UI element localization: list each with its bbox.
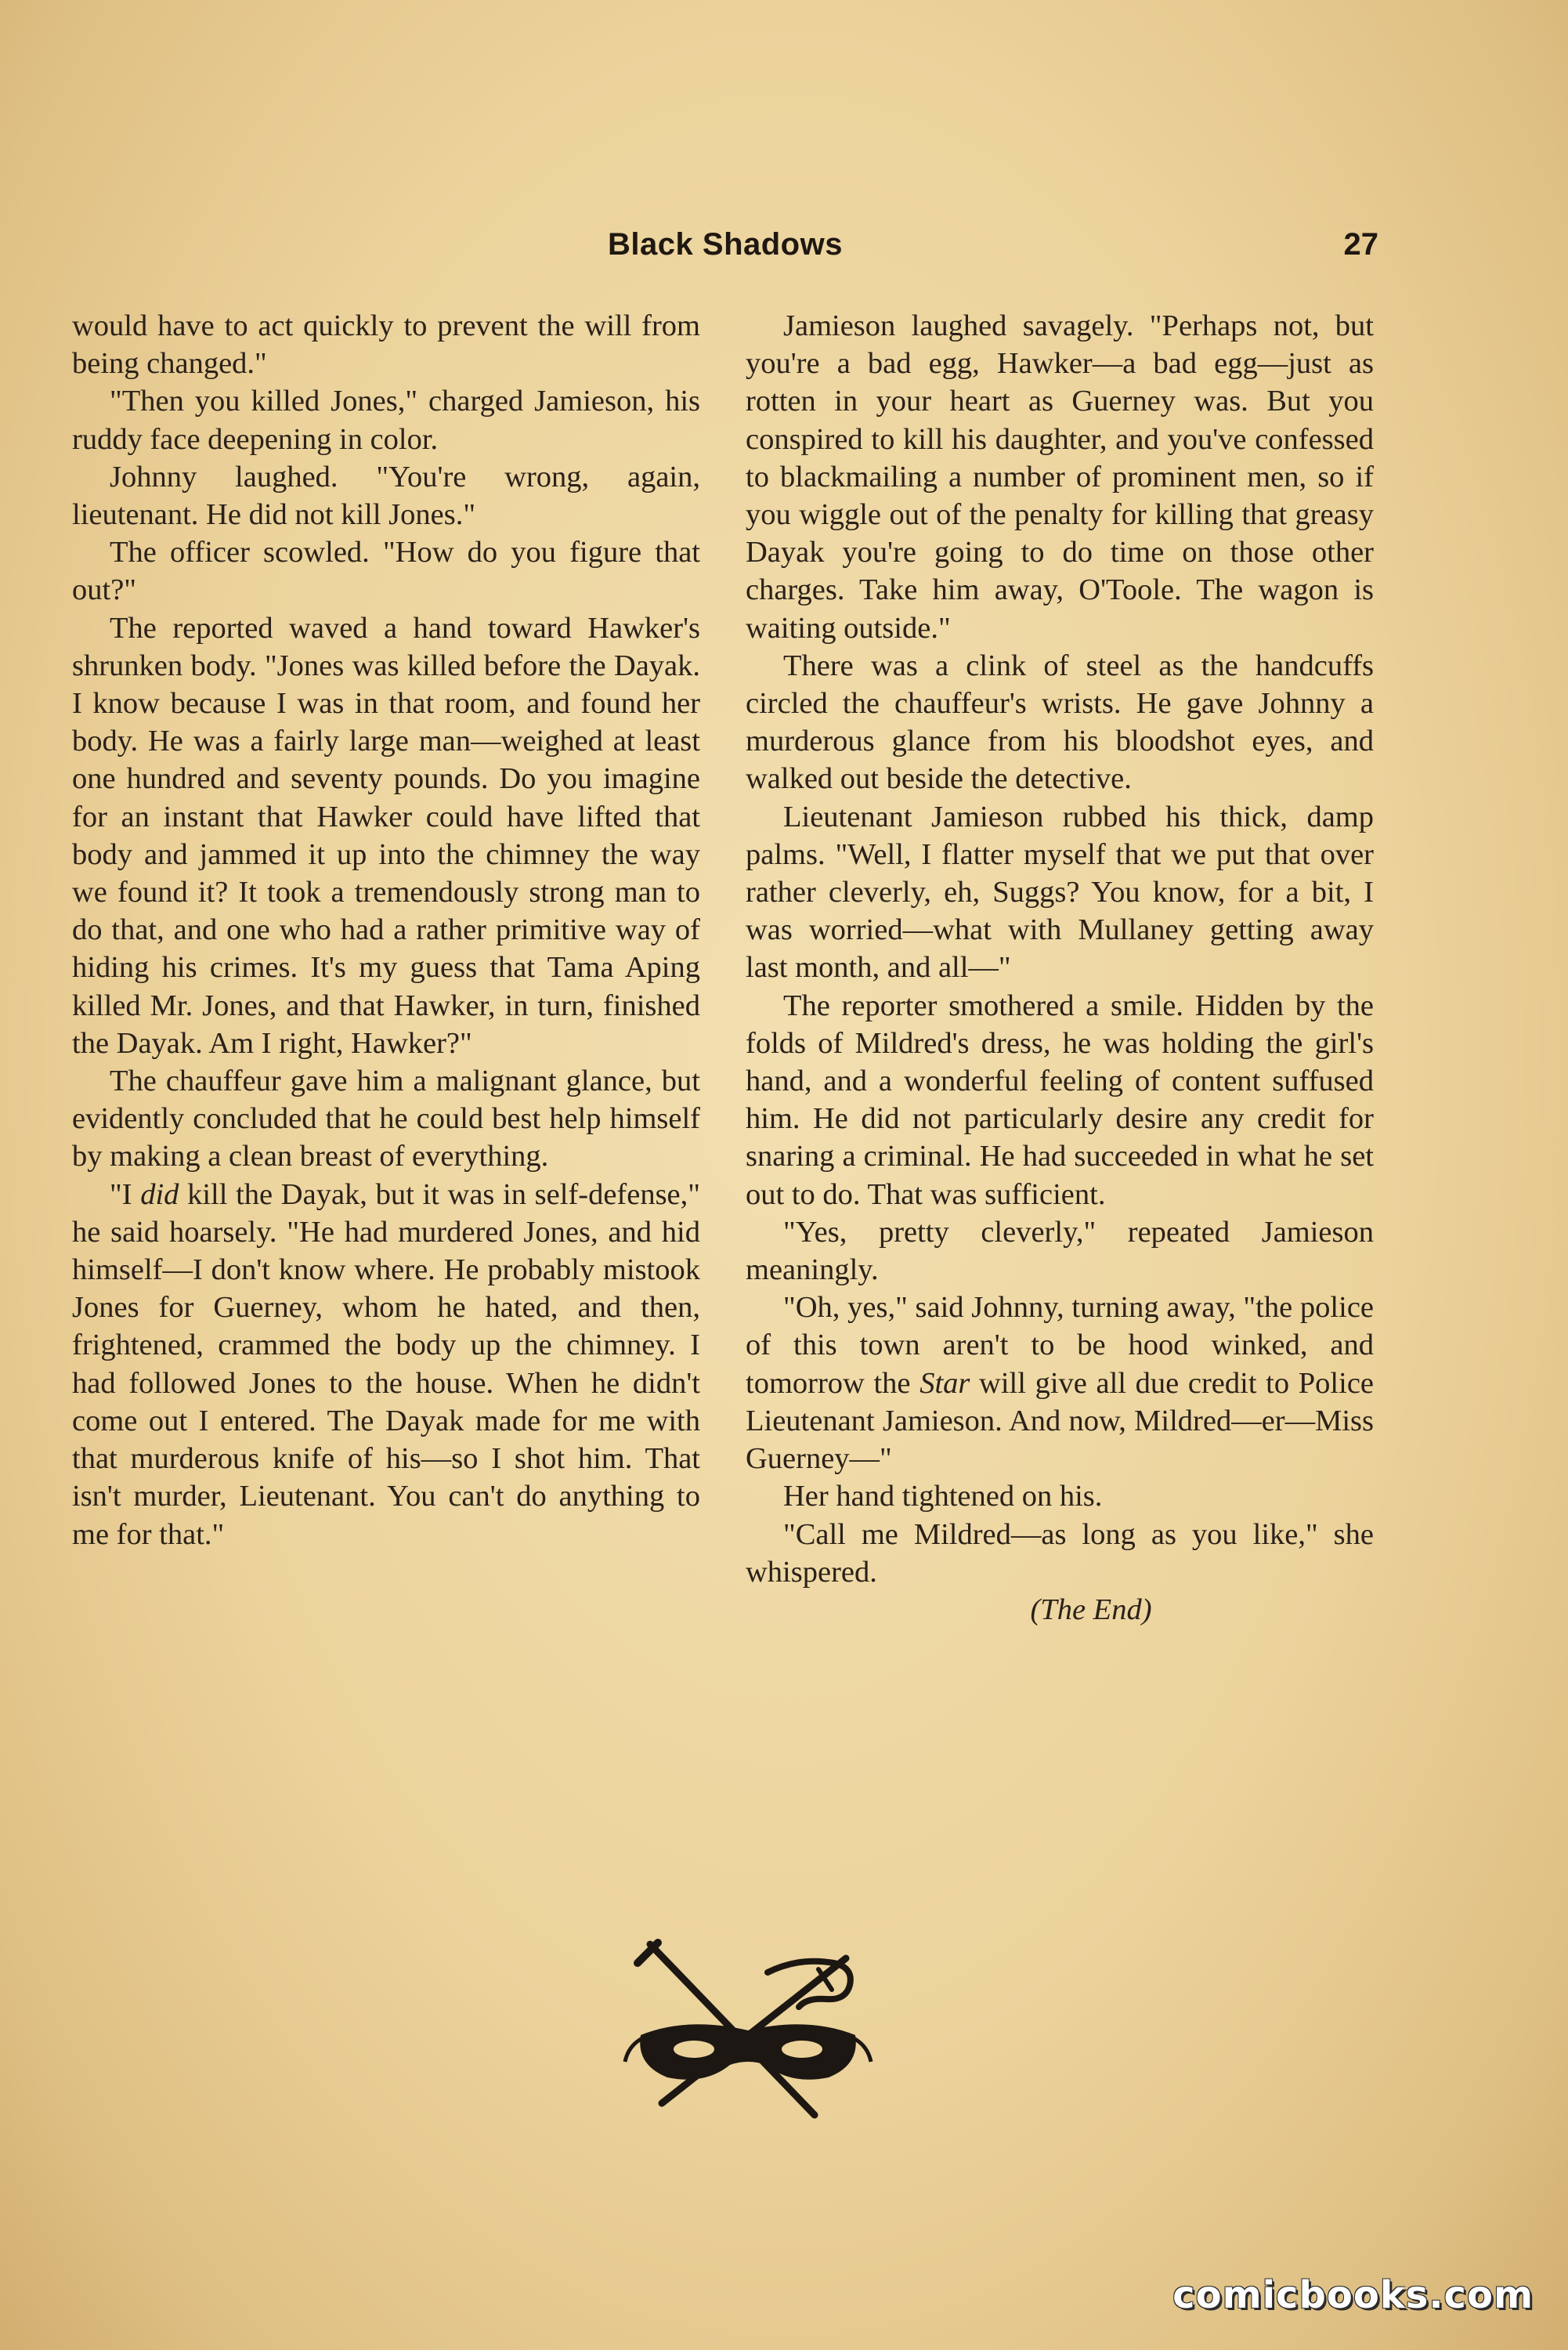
- right-column: [746, 307, 1374, 1629]
- paragraph: The reporter smothered a smile. Hidden by the folds of Mildred's dress, he was holding the girl's hand, and a wonderful feeling of content suffused him. He did not particularly desire any credit for snaring a criminal. He had succeeded in what he set out to do. That was sufficient.: [746, 989, 1374, 1211]
- paragraph: would have to act quickly to prevent the will from being changed.": [72, 309, 700, 381]
- paragraph: Johnny laughed. "You're wrong, again, lieutenant. He did not kill Jones.": [72, 460, 700, 532]
- running-title: Black Shadows: [608, 227, 843, 262]
- paragraph: The officer scowled. "How do you figure that out?": [72, 536, 700, 607]
- paragraph: There was a clink of steel as the handcuffs circled the chauffeur's wrists. He gave Johnny a murderous glance from his bloodshot eyes, and walked out beside the detective.: [746, 649, 1374, 796]
- emphasis-text: did: [140, 1177, 179, 1211]
- paragraph: "Then you killed Jones," charged Jamieson, his ruddy face deepening in color.: [72, 385, 700, 456]
- mask-dagger-pistol-emblem-icon: [619, 1935, 877, 2138]
- paragraph: Jamieson laughed savagely. "Perhaps not, but you're a bad egg, Hawker—a bad egg—just as rotten in your heart as Guerney was. But you conspired to kill his daughter, and you've confessed to blackmailing a number of prominent men, so if you wiggle out of the penalty for killing that greasy Dayak you're going to do time on those other charges. Take him away, O'Toole. The wagon is waiting outside.": [746, 309, 1374, 645]
- paren-open: (: [1030, 1593, 1041, 1626]
- paragraph: "Yes, pretty cleverly," repeated Jamieson meaningly.: [746, 1215, 1374, 1287]
- left-column: [72, 307, 700, 1553]
- paragraph-text: "Oh, yes," said Johnny, turning away, "the police of this town aren't to be hood winked, and tomorrow the: [746, 1291, 1374, 1400]
- paragraph: Lieutenant Jamieson rubbed his thick, damp palms. "Well, I flatter myself that we put that over rather cleverly, eh, Suggs? You know, for a bit, I was worried—what with Mullaney getting away last month, and all—": [746, 800, 1374, 985]
- paren-close: ): [1141, 1593, 1152, 1626]
- paragraph: The reported waved a hand toward Hawker's shrunken body. "Jones was killed before the Dayak. I know because I was in that room, and found her body. He was a fairly large man—weighed at least one hundred and seventy pounds. Do you imagine for an instant that Hawker could have lifted that body and jammed it up into the chimney the way we found it? It took a tremendously strong man to do that, and one who had a rather primitive way of hiding his crimes. It's my guess that Tama Aping killed Mr. Jones, and that Hawker, in turn, finished the Dayak. Am I right, Hawker?": [72, 611, 700, 1060]
- paragraph: "Call me Mildred—as long as you like," she whispered.: [746, 1517, 1374, 1589]
- paragraph: [72, 1176, 700, 1553]
- page-header: [72, 227, 1378, 274]
- the-end-marker: [746, 1591, 1374, 1629]
- emphasis-text: Star: [919, 1366, 970, 1400]
- the-end-text: The End: [1040, 1593, 1142, 1626]
- paragraph-text: "I: [110, 1177, 141, 1211]
- watermark-logo: comicbooks.com: [1172, 2273, 1534, 2317]
- paragraph: Her hand tightened on his.: [783, 1480, 1103, 1513]
- paragraph-text: kill the Dayak, but it was in self-defense," he said hoarsely. "He had murdered Jones, and hid himself—I don't know where. He probably mistook Jones for Guerney, whom he hated, and then, frightened, crammed the body up the chimney. I had followed Jones to the house. When he didn't come out I entered. The Dayak made for me with that murderous knife of his—so I shot him. That isn't murder, Lieutenant. You can't do anything to me for that.": [72, 1177, 700, 1551]
- page-number: 27: [1343, 227, 1378, 262]
- paragraph-text: will give all due credit to Police Lieutenant Jamieson. And now, Mildred—er—Miss Guerney—": [746, 1366, 1374, 1476]
- paragraph: The chauffeur gave him a malignant glance, but evidently concluded that he could best help himself by making a clean breast of everything.: [72, 1065, 700, 1173]
- paragraph: [746, 1289, 1374, 1477]
